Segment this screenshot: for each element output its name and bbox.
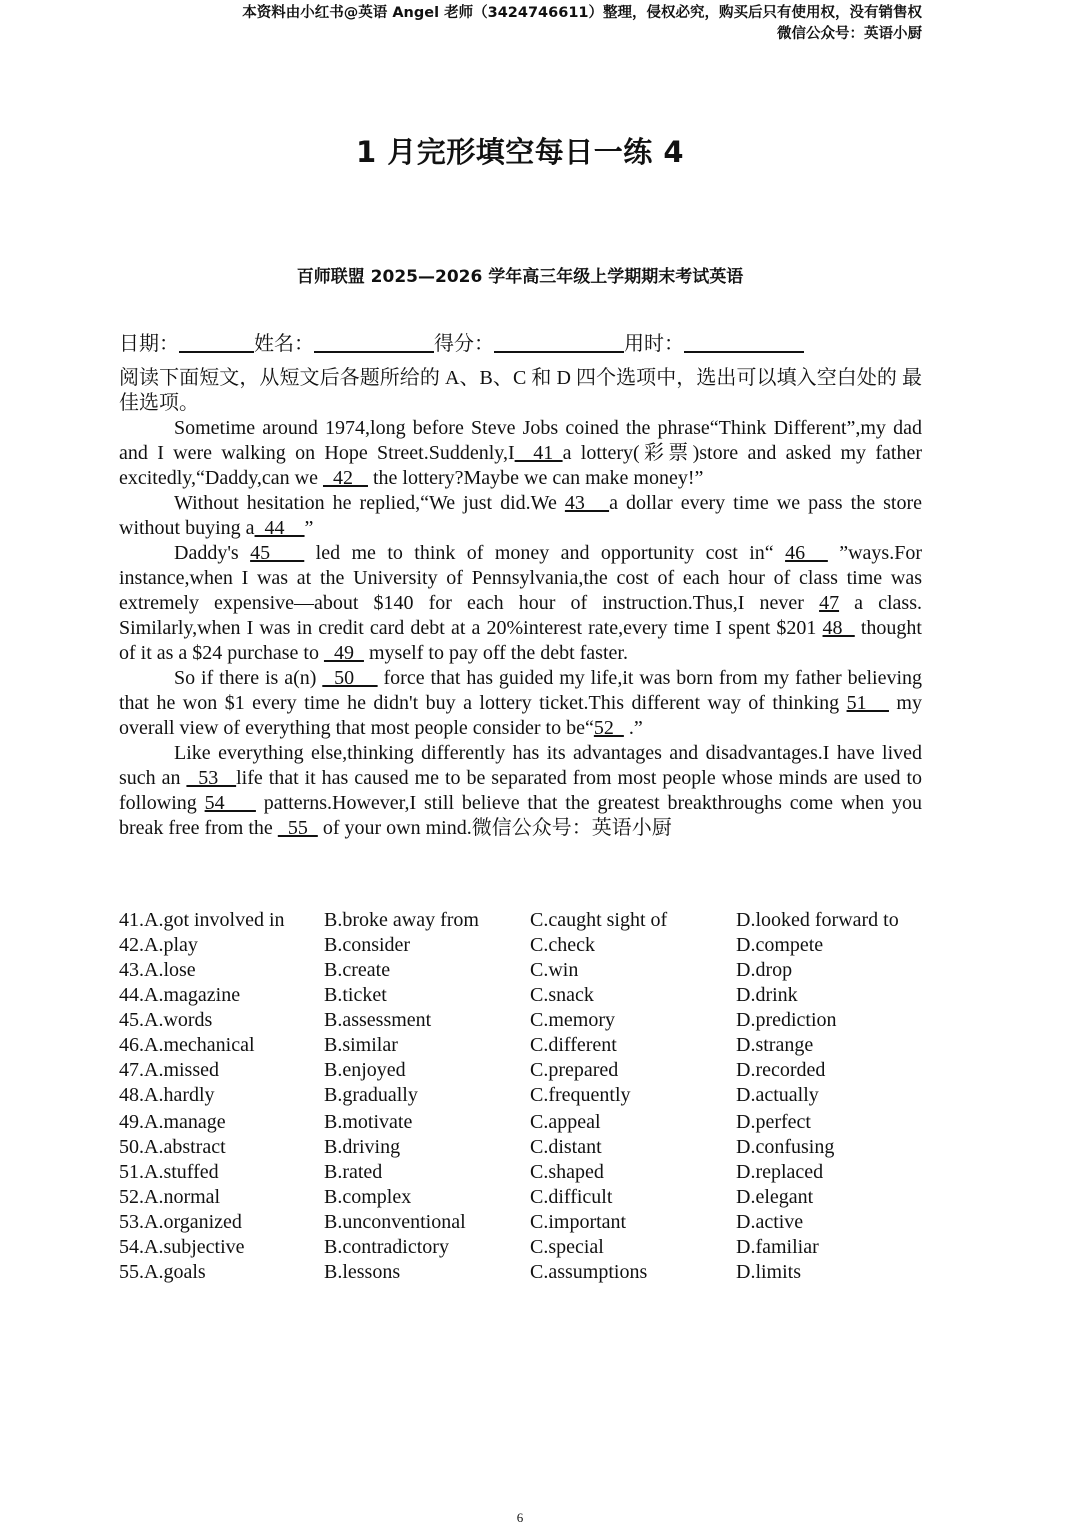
page-number: 6 <box>516 1510 524 1525</box>
page-header <box>242 3 922 45</box>
option-a[interactable]: 54.A.subjective <box>119 1236 245 1258</box>
text: ” <box>304 517 314 539</box>
blank-44: 44 <box>254 517 305 539</box>
text: a dollar every time we pass the store without buying a <box>119 492 923 539</box>
paragraph-2 <box>119 491 922 541</box>
option-c[interactable]: C.different <box>530 1034 617 1056</box>
text: led me to think of money and opportunity cost in“ <box>304 542 786 564</box>
instructions: 阅读下面短文，从短文后各题所给的 A、B、C 和 D 四个选项中，选出可以填入空白处的 最佳选项。 <box>119 367 922 414</box>
option-d[interactable]: D.confusing <box>736 1136 835 1158</box>
option-c[interactable]: C.difficult <box>530 1186 613 1208</box>
date-blank[interactable] <box>179 331 254 353</box>
option-b[interactable]: B.contradictory <box>324 1236 449 1258</box>
blank-41: 41 <box>514 442 563 464</box>
option-c[interactable]: C.caught sight of <box>530 909 668 931</box>
option-b[interactable]: B.broke away from <box>324 909 479 931</box>
text: force that has guided my life,it was born from my father believing that he won $1 every time he didn't buy a lottery ticket.This different way of thinking <box>119 667 923 714</box>
time-blank[interactable] <box>684 331 804 353</box>
text: ”ways.For instance,when I was at the University of Pennsylvania,the cost of each hour of class time was extremely expensive—about $140 for each hour of instruction.Thus,I never <box>119 542 922 614</box>
option-row-45 <box>119 1008 939 1033</box>
option-d[interactable]: D.looked forward to <box>736 909 899 931</box>
option-row-47 <box>119 1058 939 1083</box>
text: Without hesitation he replied,“We just did.We <box>174 492 565 514</box>
option-a[interactable]: 42.A.play <box>119 934 198 956</box>
text: Sometime around 1974,long before Steve Jobs coined the phrase“Think Different”,my dad and I were walking on Hope Street.Suddenly,I <box>119 417 922 464</box>
option-a[interactable]: 45.A.words <box>119 1009 213 1031</box>
blank-50: 50 <box>322 667 378 689</box>
option-a[interactable]: 48.A.hardly <box>119 1084 215 1106</box>
option-c[interactable]: C.assumptions <box>530 1261 648 1283</box>
text: a class. Similarly,when I was in credit card debt at a 20%interest rate,every time I spent $201 <box>119 592 922 639</box>
text: of your own mind. <box>317 817 472 839</box>
paragraph-5 <box>119 741 922 841</box>
option-row-53 <box>119 1210 939 1235</box>
page-title: 1 月完形填空每日一练 4 <box>355 135 685 169</box>
option-b[interactable]: B.consider <box>324 934 411 956</box>
option-row-44 <box>119 983 939 1008</box>
exam-subtitle: 百师联盟 2025—2026 学年高三年级上学期期末考试英语 <box>296 267 744 287</box>
text: So if there is a(n) <box>174 667 323 689</box>
option-row-49 <box>119 1110 939 1135</box>
option-b[interactable]: B.unconventional <box>324 1211 466 1233</box>
option-row-55 <box>119 1260 939 1285</box>
option-c[interactable]: C.snack <box>530 984 594 1006</box>
option-c[interactable]: C.frequently <box>530 1084 631 1106</box>
option-c[interactable]: C.distant <box>530 1136 602 1158</box>
option-a[interactable]: 50.A.abstract <box>119 1136 226 1158</box>
option-a[interactable]: 49.A.manage <box>119 1111 226 1133</box>
blank-47: 47 <box>819 592 840 614</box>
option-a[interactable]: 44.A.magazine <box>119 984 241 1006</box>
paragraph-1 <box>119 416 922 491</box>
option-d[interactable]: D.strange <box>736 1034 814 1056</box>
option-c[interactable]: C.prepared <box>530 1059 619 1081</box>
option-c[interactable]: C.check <box>530 934 595 956</box>
blank-55: 55 <box>277 817 318 839</box>
option-b[interactable]: B.motivate <box>324 1111 413 1133</box>
time-label: 用时： <box>624 333 684 355</box>
option-b[interactable]: B.create <box>324 959 391 981</box>
option-d[interactable]: D.actually <box>736 1084 819 1106</box>
option-d[interactable]: D.elegant <box>736 1186 814 1208</box>
blank-54: 54 <box>204 792 256 814</box>
option-a[interactable]: 47.A.missed <box>119 1059 219 1081</box>
blank-51: 51 <box>846 692 889 714</box>
name-blank[interactable] <box>314 331 434 353</box>
passage-block <box>119 366 922 841</box>
option-d[interactable]: D.perfect <box>736 1111 811 1133</box>
wechat-account: 微信公众号：英语小厨 <box>777 26 922 42</box>
option-d[interactable]: D.recorded <box>736 1059 826 1081</box>
option-d[interactable]: D.active <box>736 1211 804 1233</box>
blank-42: 42 <box>322 467 368 489</box>
blank-52: 52 <box>593 717 624 739</box>
option-row-54 <box>119 1235 939 1260</box>
option-b[interactable]: B.rated <box>324 1161 383 1183</box>
option-row-51 <box>119 1160 939 1185</box>
score-blank[interactable] <box>494 331 624 353</box>
text: thought of it as a $24 purchase to <box>119 617 922 664</box>
option-b[interactable]: B.similar <box>324 1034 398 1056</box>
option-b[interactable]: B.gradually <box>324 1084 418 1106</box>
option-row-50 <box>119 1135 939 1160</box>
option-d[interactable]: D.compete <box>736 934 824 956</box>
paragraph-4 <box>119 666 922 741</box>
option-c[interactable]: C.special <box>530 1236 604 1258</box>
option-row-48 <box>119 1083 939 1108</box>
blank-43: 43 <box>564 492 610 514</box>
name-label: 姓名： <box>254 333 314 355</box>
option-b[interactable]: B.ticket <box>324 984 387 1006</box>
date-label: 日期： <box>119 333 179 355</box>
text: my overall view of everything that most people consider to be“ <box>119 692 922 739</box>
blank-45: 45 <box>250 542 305 564</box>
text: life that it has caused me to be separated from most people whose minds are used to following <box>119 767 923 814</box>
option-b[interactable]: B.driving <box>324 1136 401 1158</box>
text: a lottery(彩票)store and asked my father excitedly,“Daddy,can we <box>119 442 922 489</box>
text: myself to pay off the debt faster. <box>363 642 628 664</box>
student-info-line <box>119 327 804 356</box>
blank-48: 48 <box>822 617 855 639</box>
copyright-notice: 本资料由小红书@英语 Angel 老师（3424746611）整理，侵权必究，购买后只有使用权，没有销售权 <box>242 5 922 21</box>
text: Daddy's <box>174 542 251 564</box>
option-a[interactable]: 46.A.mechanical <box>119 1034 255 1056</box>
blank-46: 46 <box>785 542 828 564</box>
option-d[interactable]: D.replaced <box>736 1161 824 1183</box>
option-row-43 <box>119 958 939 983</box>
score-label: 得分： <box>434 333 494 355</box>
option-b[interactable]: B.enjoyed <box>324 1059 406 1081</box>
text: the lottery?Maybe we can make money!” <box>367 467 704 489</box>
option-row-52 <box>119 1185 939 1210</box>
blank-53: 53 <box>186 767 237 789</box>
option-row-46 <box>119 1033 939 1058</box>
option-b[interactable]: B.complex <box>324 1186 412 1208</box>
option-a[interactable]: 53.A.organized <box>119 1211 242 1233</box>
text: Like everything else,thinking differently has its advantages and disadvantages.I have lived such an <box>119 742 922 789</box>
wechat-note: 微信公众号：英语小厨 <box>471 817 672 839</box>
option-c[interactable]: C.shaped <box>530 1161 604 1183</box>
option-a[interactable]: 43.A.lose <box>119 959 196 981</box>
option-b[interactable]: B.lessons <box>324 1261 401 1283</box>
option-row-41 <box>119 908 939 933</box>
option-row-42 <box>119 933 939 958</box>
option-d[interactable]: D.prediction <box>736 1009 837 1031</box>
paragraph-3 <box>119 541 922 666</box>
option-c[interactable]: C.win <box>530 959 579 981</box>
option-c[interactable]: C.memory <box>530 1009 615 1031</box>
answer-options <box>119 908 939 1285</box>
option-c[interactable]: C.appeal <box>530 1111 601 1133</box>
option-a[interactable]: 51.A.stuffed <box>119 1161 219 1183</box>
text: patterns.However,I still believe that the greatest breakthroughs come when you break free from the <box>119 792 923 839</box>
text: .” <box>623 717 643 739</box>
option-c[interactable]: C.important <box>530 1211 627 1233</box>
option-d[interactable]: D.drop <box>736 959 793 981</box>
option-a[interactable]: 55.A.goals <box>119 1261 206 1283</box>
blank-49: 49 <box>323 642 364 664</box>
option-a[interactable]: 52.A.normal <box>119 1186 221 1208</box>
option-d[interactable]: D.familiar <box>736 1236 819 1258</box>
option-d[interactable]: D.limits <box>736 1261 802 1283</box>
option-a[interactable]: 41.A.got involved in <box>119 909 285 931</box>
option-b[interactable]: B.assessment <box>324 1009 432 1031</box>
option-d[interactable]: D.drink <box>736 984 798 1006</box>
